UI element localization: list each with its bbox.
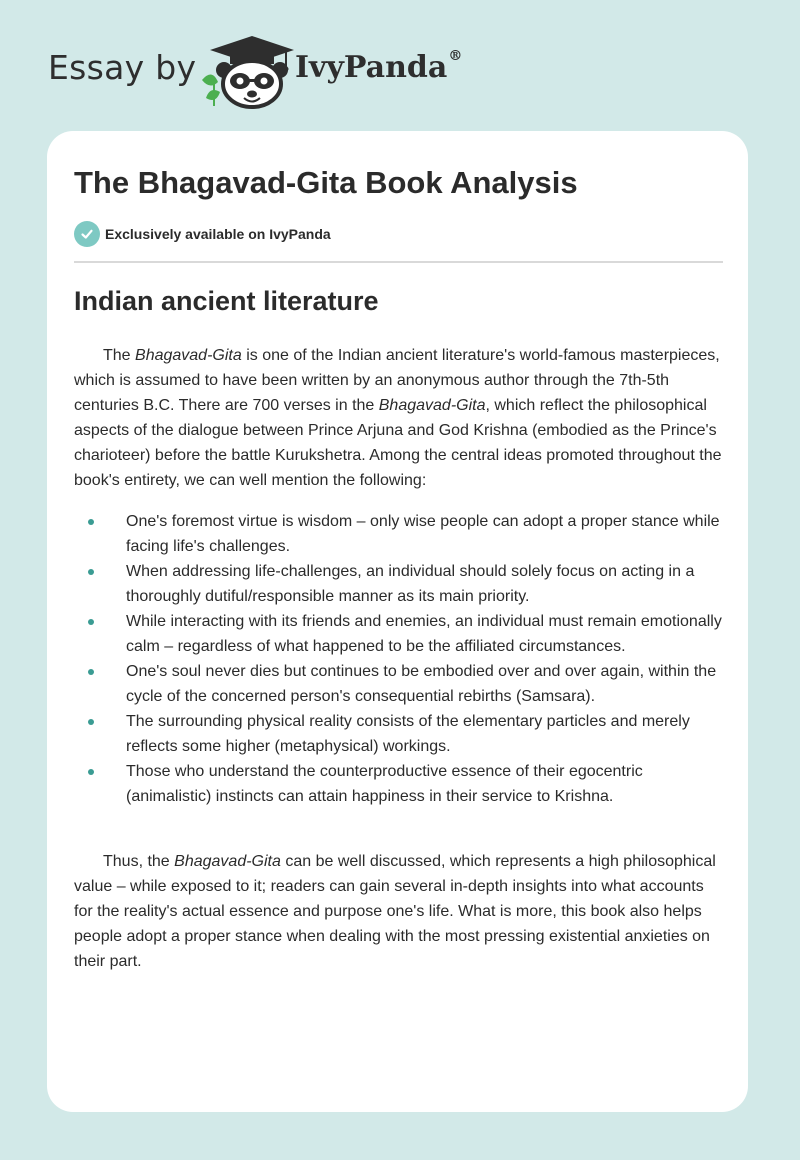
check-circle-icon — [74, 221, 100, 247]
text-run: Thus, the — [103, 853, 175, 870]
bullet-dot-icon — [88, 569, 94, 575]
panda-graduate-icon[interactable] — [200, 34, 296, 110]
bullet-dot-icon — [88, 519, 94, 525]
intro-paragraph — [74, 343, 724, 493]
article-card — [47, 131, 748, 1112]
brand-prefix: Essay by — [48, 48, 197, 87]
bullet-dot-icon — [88, 769, 94, 775]
list-item-text: One's foremost virtue is wisdom – only wise people can adopt a proper stance while facing life's challenges. — [126, 513, 720, 555]
text-run: The — [103, 347, 136, 364]
list-item — [74, 659, 724, 709]
badge-text: Exclusively available on IvyPanda — [105, 226, 331, 242]
text-run: is one of the Indian ancient literature's world-famous masterpieces, which is assumed to have been written by an anonymous author through the 7th-5th centuries B.C. There are 700 verses in the — [74, 347, 720, 414]
trademark-mark: ® — [448, 48, 463, 64]
list-item-text: When addressing life-challenges, an individual should solely focus on acting in a thoroughly dutiful/responsible manner as its main priority. — [126, 563, 695, 605]
list-item-text: While interacting with its friends and enemies, an individual must remain emotionally calm – regardless of what happened to be the affiliated circumstances. — [126, 613, 722, 655]
bullet-dot-icon — [88, 669, 94, 675]
brand-header — [48, 34, 508, 114]
bullet-dot-icon — [88, 719, 94, 725]
list-item-text: One's soul never dies but continues to be embodied over and over again, within the cycle of the concerned person's consequential rebirths (Samsara). — [126, 663, 717, 705]
brand-name — [295, 50, 462, 85]
list-item — [74, 709, 724, 759]
list-item-text: Those who understand the counterproductive essence of their egocentric (animalistic) instincts can attain happiness in their service to Krishna. — [126, 763, 643, 805]
exclusive-badge — [74, 221, 331, 247]
book-title-emphasis: Bhagavad-Gita — [378, 397, 486, 414]
section-heading: Indian ancient literature — [74, 286, 379, 316]
text-run: , which reflect the philosophical aspects of the dialogue between Prince Arjuna and God Krishna (embodied as the Prince's charioteer) before the battle Kurukshetra. Among the central ideas promoted throughout the book's entirety, we can well mention the following: — [74, 397, 722, 489]
page-title: The Bhagavad-Gita Book Analysis — [74, 165, 578, 200]
list-item-text: The surrounding physical reality consists of the elementary particles and merely reflects some higher (metaphysical) workings. — [126, 713, 690, 755]
list-item — [74, 609, 724, 659]
list-item — [74, 559, 724, 609]
list-item — [74, 509, 724, 559]
book-title-emphasis: Bhagavad-Gita — [135, 347, 242, 364]
text-run: can be well discussed, which represents a high philosophical value – while exposed to it; readers can gain several in-depth insights into what accounts for the reality's actual essence and purpose one's life. What is more, this book also helps people adopt a proper stance when dealing with the most pressing existential anxieties on their part. — [74, 853, 716, 970]
divider — [74, 261, 723, 263]
brand-name-text: IvyPanda — [295, 50, 448, 85]
book-title-emphasis: Bhagavad-Gita — [174, 853, 281, 870]
bullet-dot-icon — [88, 619, 94, 625]
ideas-list — [74, 509, 724, 809]
list-item — [74, 759, 724, 809]
conclusion-paragraph — [74, 849, 724, 974]
